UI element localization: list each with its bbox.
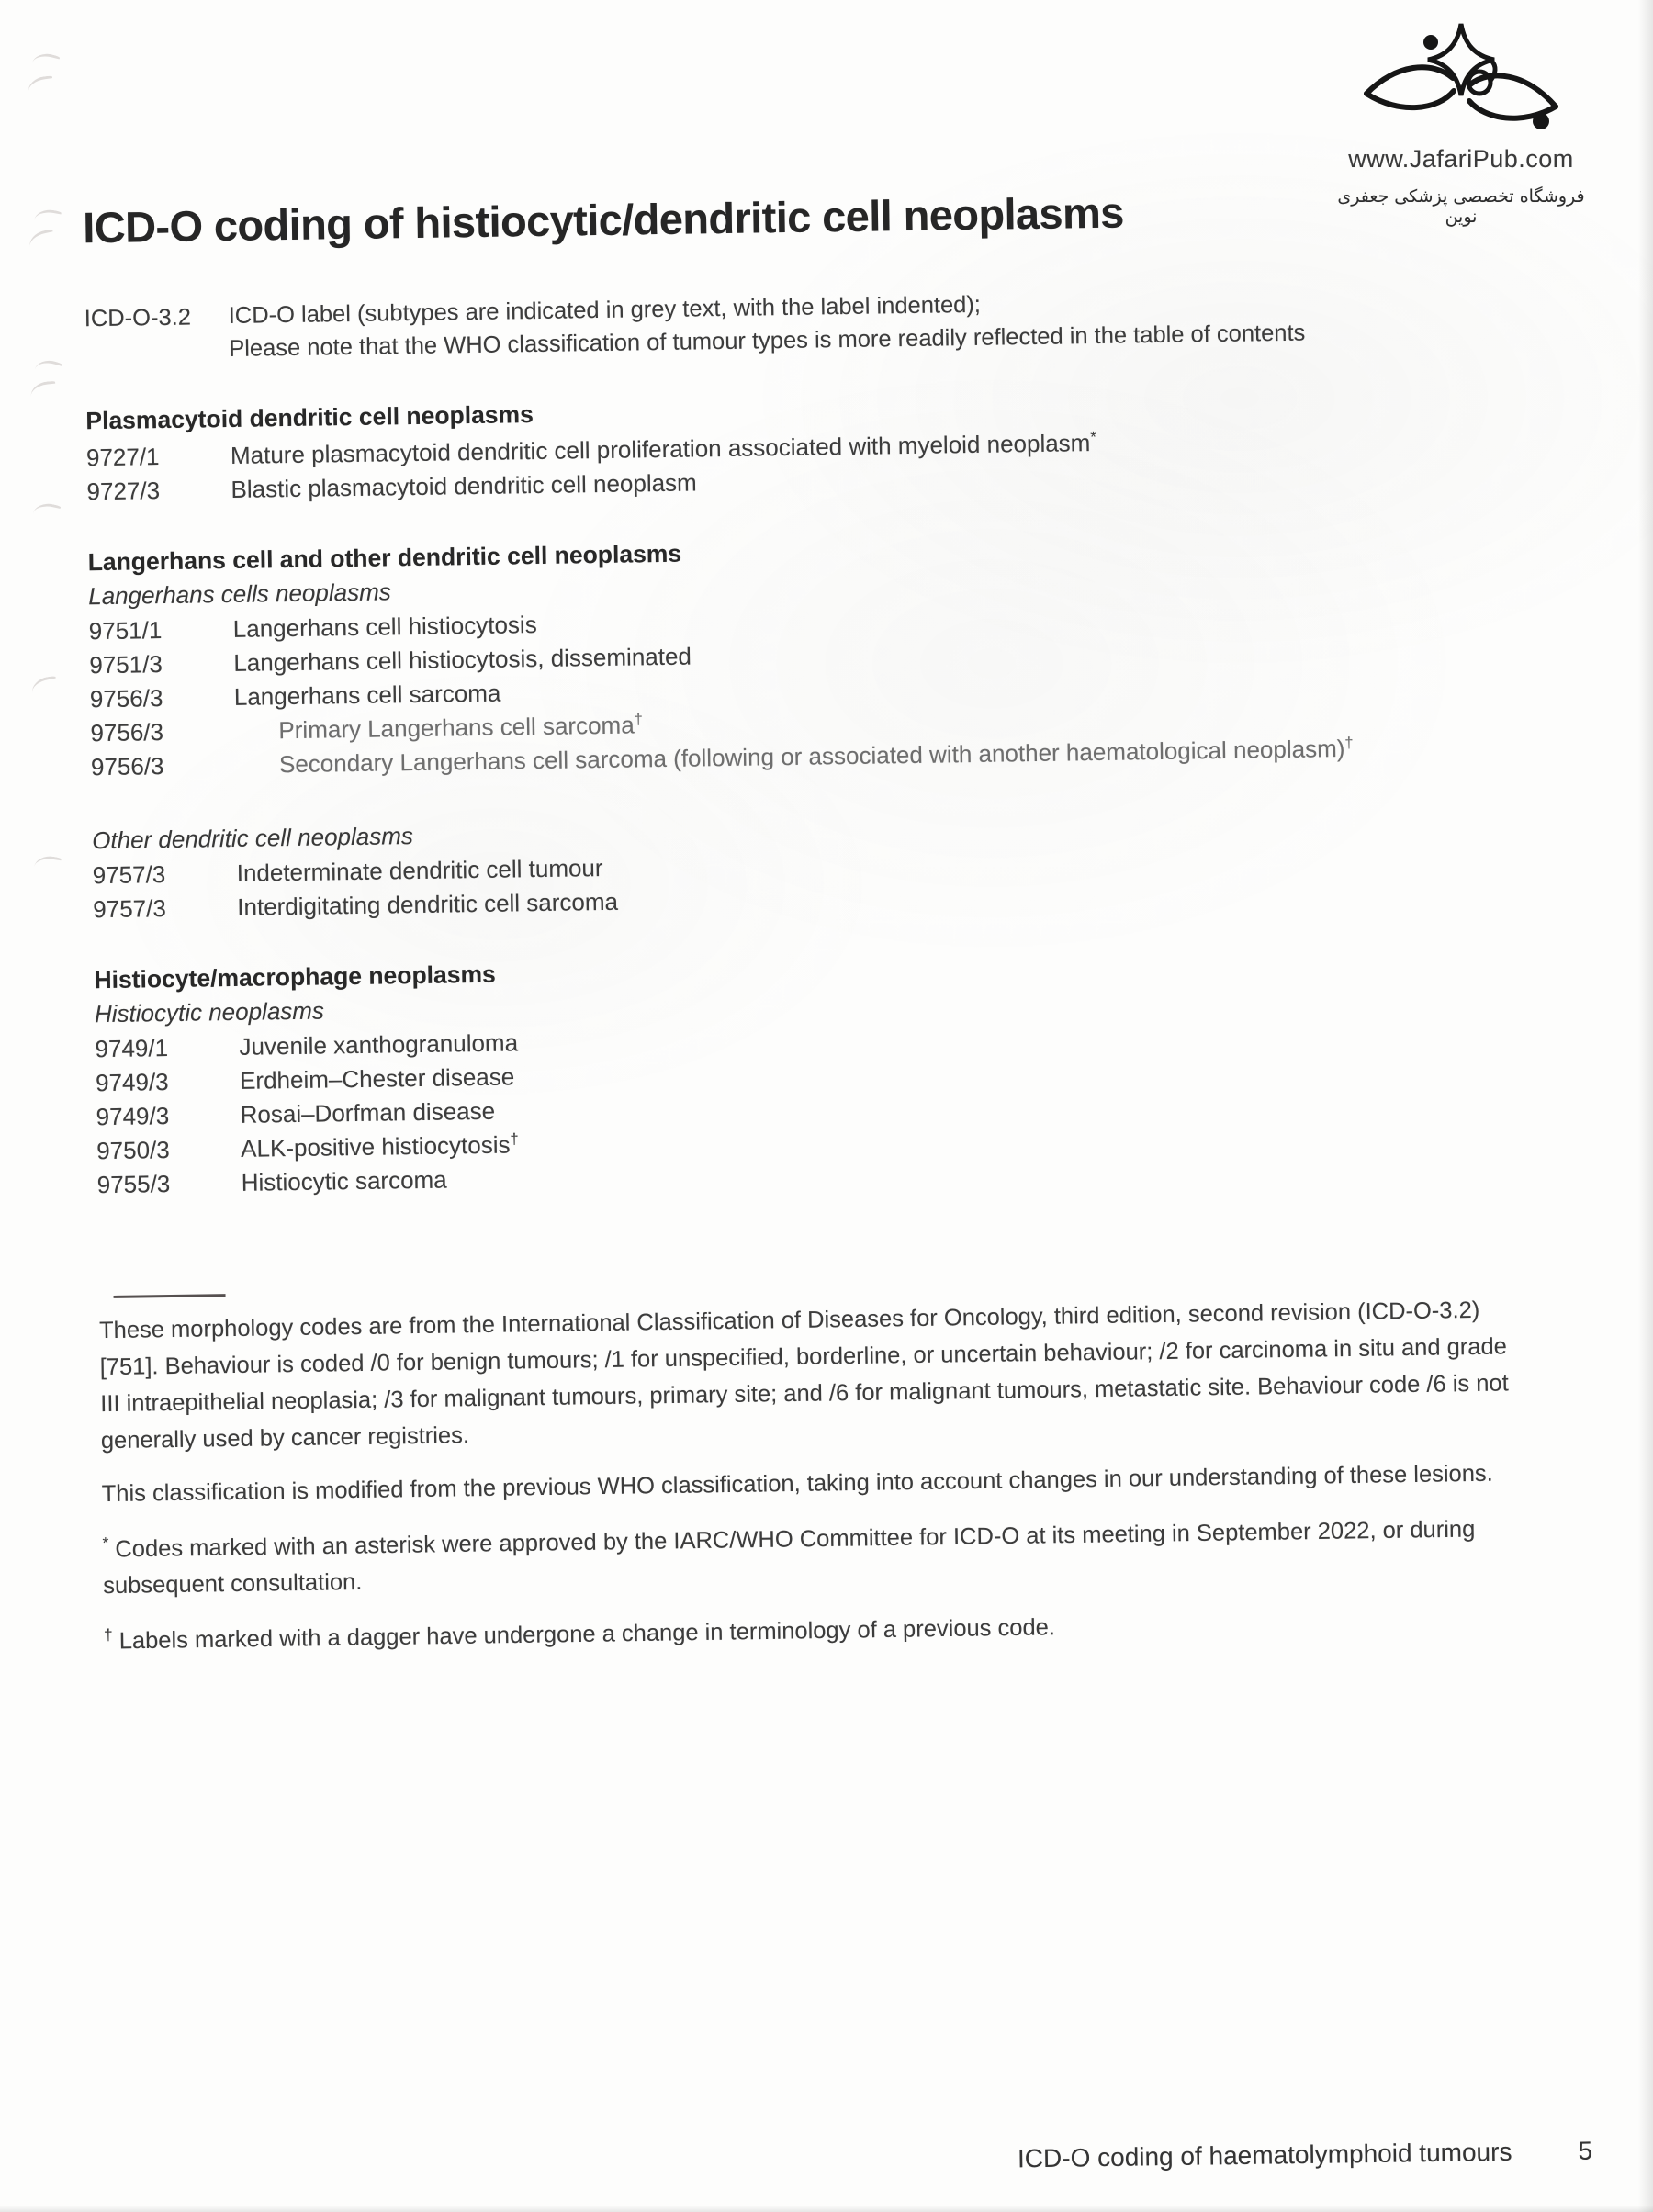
classification-group: [86, 421, 1501, 510]
icdo-code: 9751/3: [89, 650, 163, 679]
icdo-code: 9749/3: [96, 1102, 170, 1131]
classification-sections: [85, 387, 1512, 1203]
page-footer: [1018, 2137, 1592, 2174]
classification-group: [88, 562, 1505, 785]
icdo-label-text: Secondary Langerhans cell sarcoma (following or associated with another haematological neoplasm): [278, 735, 1345, 779]
icdo-label-text: Interdigitating dendritic cell sarcoma: [237, 888, 619, 922]
icdo-code: 9757/3: [93, 894, 167, 924]
icdo-label-text: Indeterminate dendritic cell tumour: [236, 854, 603, 888]
classification-group: [92, 806, 1507, 927]
section-heading: Histiocyte/macrophage neoplasms: [94, 960, 497, 994]
icdo-code: 9756/3: [90, 718, 164, 747]
page-number: 5: [1578, 2136, 1593, 2165]
footnote-marker: *: [102, 1533, 109, 1553]
icdo-code: 9751/1: [88, 616, 163, 646]
icdo-label-text: Juvenile xanthogranuloma: [239, 1028, 519, 1061]
icdo-label-text: Langerhans cell histiocytosis: [232, 611, 537, 644]
icdo-label-text: Mature plasmacytoid dendritic cell proliferation associated with myeloid neoplasm: [230, 429, 1091, 470]
classification-section: [87, 528, 1507, 927]
icdo-label-text: Primary Langerhans cell sarcoma: [278, 711, 635, 745]
subsection-heading: Other dendritic cell neoplasms: [91, 822, 414, 855]
subsection-heading: Histiocytic neoplasms: [94, 996, 325, 1028]
footnote-text: Codes marked with an asterisk were approved by the IARC/WHO Committee for ICD-O at its meeting in September 2022, or during subsequent consultation.: [103, 1516, 1476, 1600]
footnote-text: This classification is modified from the previous WHO classification, taking into account changes in our understanding of these lesions.: [101, 1461, 1493, 1508]
icdo-legend: [84, 281, 1499, 367]
publisher-tagline: فروشگاه تخصصی پزشکی جعفری نوین: [1337, 186, 1585, 227]
icdo-code: 9757/3: [92, 860, 166, 890]
icdo-label-text: Langerhans cell sarcoma: [233, 679, 501, 712]
classification-section: [94, 946, 1512, 1203]
icdo-label-text: Langerhans cell histiocytosis, disseminated: [233, 642, 692, 678]
footnotes-block: [99, 1293, 1518, 1661]
classification-group: [95, 980, 1512, 1203]
footnote-marker: †: [510, 1130, 519, 1149]
footnote: [101, 1456, 1515, 1514]
legend-line: ICD-O label (subtypes are indicated in grey text, with the label indented);: [228, 291, 982, 329]
icdo-code: 9756/3: [89, 684, 163, 713]
icdo-label-text: Rosai–Dorfman disease: [240, 1097, 496, 1129]
scan-bottom-shadow: [0, 2206, 1653, 2212]
icdo-code: 9727/1: [85, 443, 160, 472]
icdo-label-text: ALK-positive histiocytosis: [240, 1130, 511, 1163]
legend-text: [228, 281, 1499, 365]
icdo-code: 9755/3: [96, 1170, 171, 1199]
footnote: [99, 1293, 1515, 1460]
footnote: [104, 1602, 1518, 1661]
icdo-code: 9756/3: [90, 752, 164, 781]
running-title: ICD-O coding of haematolymphoid tumours: [1017, 2137, 1512, 2173]
footnote-marker: †: [103, 1625, 113, 1645]
footnote: [102, 1510, 1517, 1606]
subsection-heading: Langerhans cells neoplasms: [88, 578, 391, 611]
legend-line: Please note that the WHO classification of tumour types is more readily reflected in the table of contents: [229, 320, 1306, 362]
footnote-text: Labels marked with a dagger have undergone a change in terminology of a previous code.: [118, 1614, 1056, 1655]
legend-code: ICD-O-3.2: [84, 304, 192, 332]
icdo-label-text: Histiocytic sarcoma: [241, 1165, 447, 1197]
footnote-marker: *: [1090, 428, 1096, 446]
publisher-url: www.JafariPub.com: [1348, 145, 1574, 173]
section-heading: Langerhans cell and other dendritic cell neoplasms: [87, 540, 682, 577]
icdo-code: 9749/3: [95, 1068, 169, 1097]
icdo-label-text: Blastic plasmacytoid dendritic cell neoplasm: [231, 468, 697, 504]
footnote-text: These morphology codes are from the International Classification of Diseases for Oncology, third edition, second revision (ICD-O-3.2) [751]. Behaviour is coded /0 for benign tumours; /1 for unspecified, borderline, or uncertain behaviour; /2 for carcinoma in situ and grade III intraepithelial neoplasia; /3 for malignant tumours, primary site; and /6 for malignant tumours, metastatic site. Behaviour code /6 is not generally used by cancer registries.: [98, 1297, 1509, 1454]
footnote-rule: [114, 1295, 226, 1299]
icdo-code: 9750/3: [96, 1136, 170, 1165]
page-title: ICD-O coding of histiocytic/dendritic cell neoplasms: [82, 187, 1125, 253]
footnote-marker: †: [1344, 734, 1354, 752]
icdo-label-text: Erdheim–Chester disease: [239, 1062, 515, 1095]
footnote-marker: †: [634, 711, 643, 729]
icdo-code: 9727/3: [86, 477, 161, 506]
section-heading: Plasmacytoid dendritic cell neoplasms: [85, 400, 534, 435]
classification-section: [85, 387, 1501, 510]
icdo-code: 9749/1: [95, 1034, 169, 1063]
